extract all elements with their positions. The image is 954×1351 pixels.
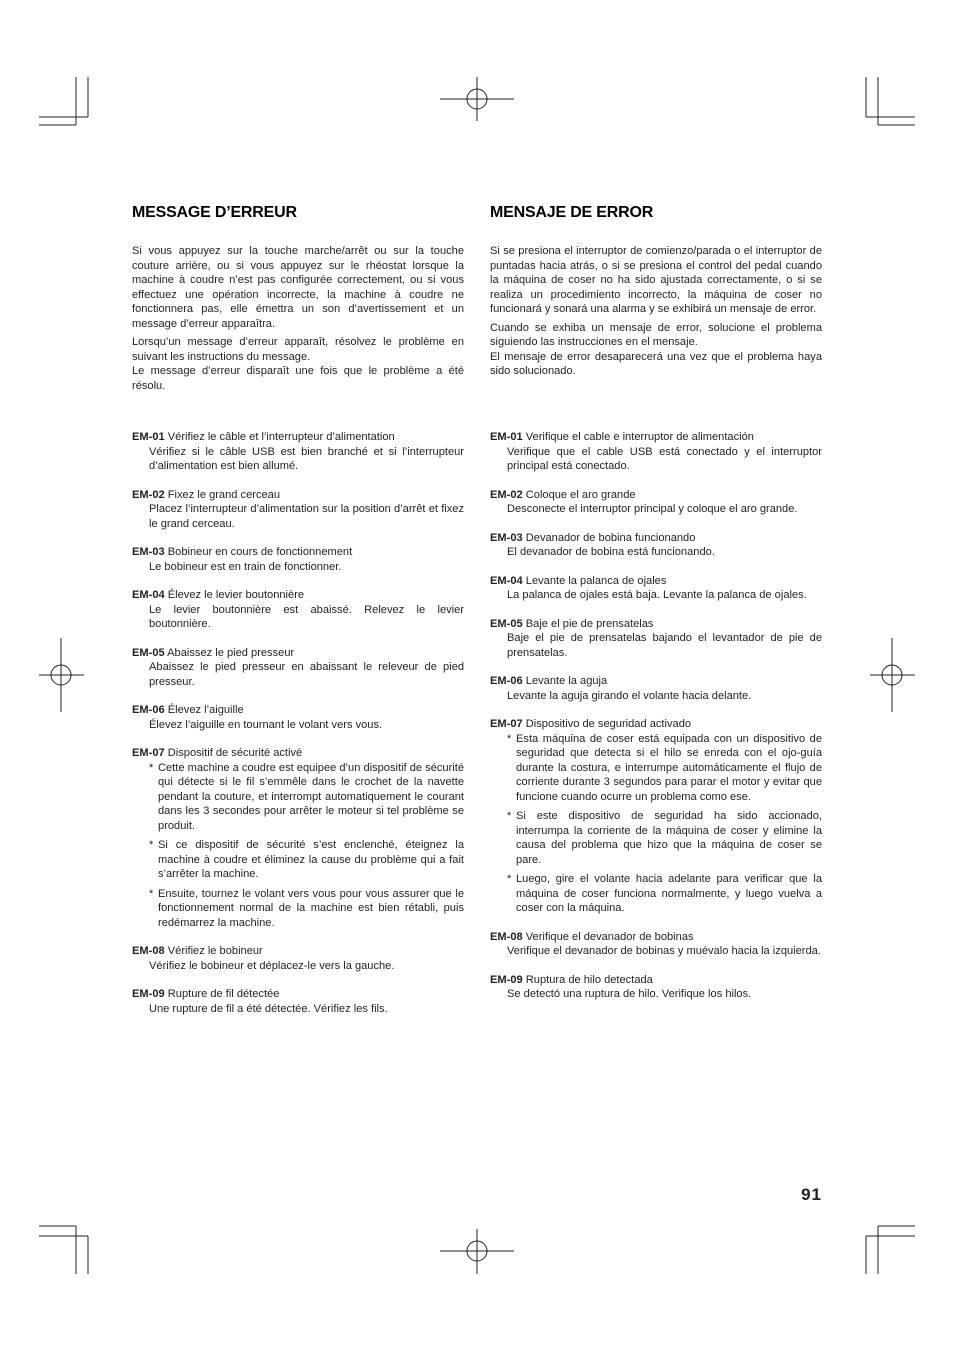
spanish-intro xyxy=(490,244,822,430)
error-title: Coloque el aro grande xyxy=(522,488,636,501)
error-entry-em01 xyxy=(490,430,822,474)
error-title: Abaissez le pied presseur xyxy=(164,646,295,659)
bullet-item: * Si ce dispositif de sécurité s’est enclenché, éteignez la machine à coudre et éliminez la cause du problème qui a fait s’arrêter la machine. xyxy=(149,839,464,880)
error-entry-em08 xyxy=(132,944,464,973)
page-number: 91 xyxy=(801,1185,822,1204)
spanish-intro-paragraph: Si se presiona el interruptor de comienzo/parada o el interruptor de puntadas hacia atrás, o si se presiona el control del pedal cuando la máquina de coser no ha sido ajustada correctamente, o si se realiza un procedimiento incorrecto, la máquina de coser no funcionará y sonará una alarma y se exhibirá un mensaje de error. xyxy=(490,245,822,315)
error-code: EM-07 xyxy=(132,747,165,759)
error-entry-em05 xyxy=(490,617,822,661)
error-title: Vérifiez le câble et l’interrupteur d’alimentation xyxy=(164,431,395,443)
error-code: EM-06 xyxy=(132,704,165,716)
error-description: Baje el pie de prensatelas bajando el levantador de pie de prensatelas. xyxy=(507,632,822,659)
error-code: EM-02 xyxy=(490,488,523,501)
spanish-intro-paragraph: Cuando se exhiba un mensaje de error, solucione el problema siguiendo las instrucciones en el mensaje. El mensaje de error desaparecerá una vez que el problema haya sido solucionado. xyxy=(490,321,822,377)
error-code: EM-05 xyxy=(132,646,165,659)
spanish-title: MENSAJE DE ERROR xyxy=(490,204,654,221)
error-entry-em02 xyxy=(490,488,822,517)
error-entry-em02 xyxy=(132,488,464,532)
error-code: EM-04 xyxy=(132,589,165,601)
error-title: Ruptura de hilo detectada xyxy=(522,973,653,986)
french-intro-paragraph: Lorsqu’un message d’erreur apparaît, résolvez le problème en suivant les instructions du message. Le message d’erreur disparaît une fois que le problème a été résolu. xyxy=(132,336,464,392)
error-description: Verifique que el cable USB está conectado y el interruptor principal está conectado. xyxy=(507,445,822,472)
error-entry-em03 xyxy=(490,531,822,560)
error-entry-em04 xyxy=(132,588,464,632)
error-description: Se detectó una ruptura de hilo. Verifique los hilos. xyxy=(507,988,752,1000)
french-intro-paragraph: Si vous appuyez sur la touche marche/arrêt ou sur la touche couture arrière, ou si vous appuyez sur le rhéostat lorsque la machine à coudre n’est pas configurée correctement, ou si vous effectuez une opération incorrecte, la machine à coudre ne fonctionnera pas, elle émettra un son d’avertissement et un message d’erreur apparaîtra. xyxy=(132,245,464,330)
error-entry-em03 xyxy=(132,545,464,574)
error-description: Abaissez le pied presseur en abaissant le releveur de pied presseur. xyxy=(149,661,464,688)
error-code: EM-07 xyxy=(490,718,523,730)
error-code: EM-03 xyxy=(490,531,523,544)
error-entry-em05 xyxy=(132,646,464,690)
error-entry-em06 xyxy=(132,703,464,732)
error-title: Bobineur en cours de fonctionnement xyxy=(164,546,353,558)
error-entry-em06 xyxy=(490,674,822,703)
error-description: Une rupture de fil a été détectée. Vérifiez les fils. xyxy=(149,1002,388,1015)
bullet-item: * Ensuite, tournez le volant vers vous pour vous assurer que le fonctionnement normal de la machine est bien rétabli, puis redémarrez la machine. xyxy=(149,887,464,929)
error-title: Devanador de bobina funcionando xyxy=(522,531,696,544)
error-title: Verifique el cable e interruptor de alimentación xyxy=(522,431,754,443)
error-code: EM-01 xyxy=(132,431,165,443)
error-code: EM-09 xyxy=(132,988,165,1000)
error-code: EM-02 xyxy=(132,488,165,501)
error-description: Levante la aguja girando el volante hacia delante. xyxy=(507,689,752,702)
spanish-column xyxy=(490,203,822,1016)
error-title: Levante la aguja xyxy=(522,675,608,687)
error-code: EM-06 xyxy=(490,675,523,687)
error-entry-em07 xyxy=(490,717,822,916)
error-code: EM-08 xyxy=(132,945,165,957)
error-code: EM-08 xyxy=(490,930,523,943)
error-description: La palanca de ojales está baja. Levante la palanca de ojales. xyxy=(507,589,807,601)
error-title: Baje el pie de prensatelas xyxy=(522,617,654,630)
error-title: Dispositivo de seguridad activado xyxy=(522,718,692,730)
error-code: EM-01 xyxy=(490,431,523,443)
error-code: EM-09 xyxy=(490,973,523,986)
error-description: Vérifiez si le câble USB est bien branché et si l’interrupteur d’alimentation est bien allumé. xyxy=(149,445,464,472)
error-code: EM-04 xyxy=(490,574,523,587)
error-description: Placez l’interrupteur d’alimentation sur la position d’arrêt et fixez le grand cerceau. xyxy=(149,503,464,530)
error-description: Le bobineur est en train de fonctionner. xyxy=(149,560,342,573)
error-title: Fixez le grand cerceau xyxy=(164,488,280,501)
error-title: Dispositif de sécurité activé xyxy=(164,747,303,759)
french-column xyxy=(132,203,464,1030)
french-intro xyxy=(132,244,464,430)
error-entry-em01 xyxy=(132,430,464,474)
error-title: Vérifiez le bobineur xyxy=(164,945,263,957)
bullet-item: * Si este dispositivo de seguridad ha sido accionado, interrumpa la corriente de la máquina de coser y elimine la causa del problema que hizo que la máquina de coser se pare. xyxy=(507,810,822,866)
error-description: Vérifiez le bobineur et déplacez-le vers la gauche. xyxy=(149,959,395,972)
bullet-item: * Luego, gire el volante hacia adelante para verificar que la máquina de coser funciona normalmente, y luego vuelva a coser con la máquina. xyxy=(507,873,822,914)
french-title: MESSAGE D’ERREUR xyxy=(132,204,297,221)
bullet-item: * Esta máquina de coser está equipada con un dispositivo de seguridad que detecta si el hilo se enreda con el ojo-guía durante la costura, e interrumpe automáticamente el flujo de corriente durante 3 segundos para parar el motor y evitar que funcione cuando ocurre un problema como ese. xyxy=(507,732,822,803)
error-code: EM-03 xyxy=(132,546,165,558)
error-title: Rupture de fil détectée xyxy=(164,988,280,1000)
error-title: Élevez l’aiguille xyxy=(164,704,244,716)
error-title: Levante la palanca de ojales xyxy=(522,574,667,587)
error-description: Desconecte el interruptor principal y coloque el aro grande. xyxy=(507,503,798,515)
error-description: Élevez l’aiguille en tournant le volant vers vous. xyxy=(149,718,383,731)
error-description: Verifique el devanador de bobinas y muévalo hacia la izquierda. xyxy=(507,945,821,957)
error-title: Élevez le levier boutonnière xyxy=(164,589,305,601)
error-entry-em07 xyxy=(132,746,464,930)
error-description: Le levier boutonnière est abaissé. Relevez le levier boutonnière. xyxy=(149,603,464,630)
error-code: EM-05 xyxy=(490,617,523,630)
error-entry-em09 xyxy=(490,973,822,1002)
error-entry-em09 xyxy=(132,987,464,1016)
bullet-item: * Cette machine a coudre est equipee d’un dispositif de sécurité qui détecte si le fil s’emmêle dans le crochet de la navette pendant la couture, et interrompt automatiquement le courant dans les 3 secondes pour arrêter le moteur si tel problème se produit. xyxy=(149,761,464,832)
error-description: El devanador de bobina está funcionando. xyxy=(507,546,715,558)
error-entry-em08 xyxy=(490,930,822,959)
error-entry-em04 xyxy=(490,574,822,603)
error-title: Verifique el devanador de bobinas xyxy=(522,930,694,943)
